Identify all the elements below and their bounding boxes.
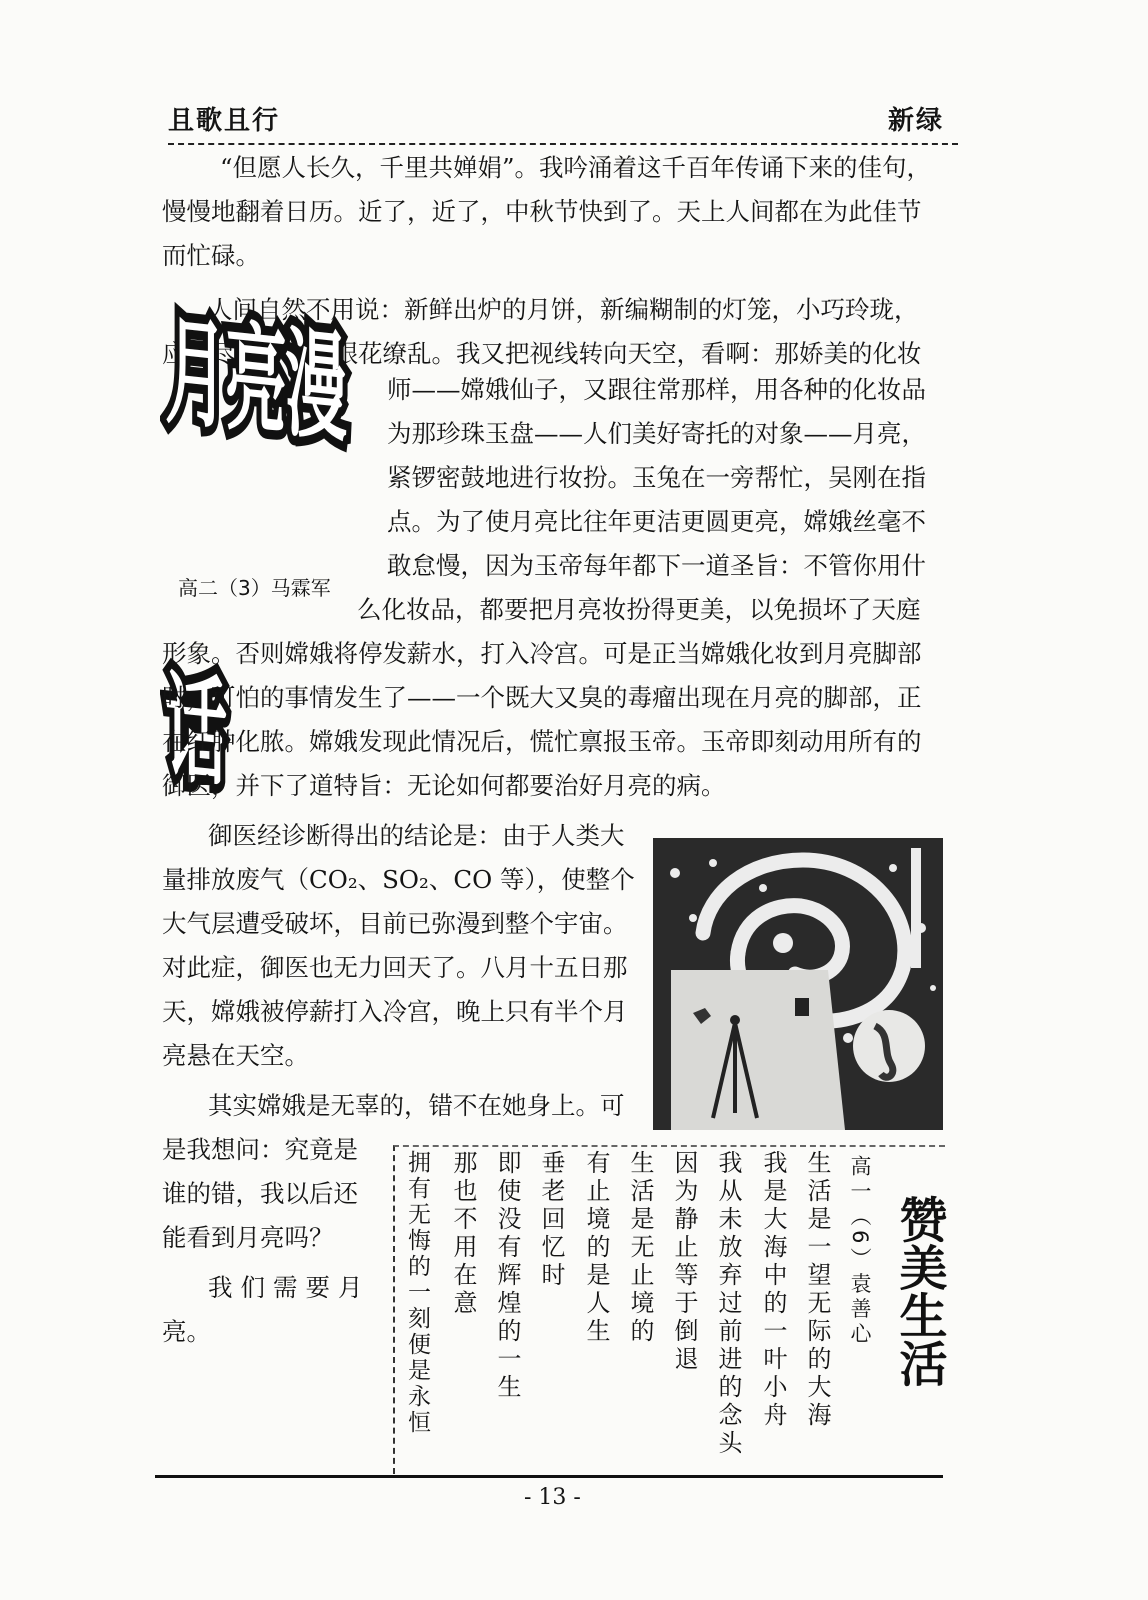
article-body-middle: [162, 632, 922, 808]
poem-line: 因为静止等于倒退: [670, 1150, 698, 1374]
text-line: 御医，并下了道特旨：无论如何都要治好月亮的病。: [162, 771, 726, 800]
text-line: 应有尽有，令人眼花缭乱。我又把视线转向天空，看啊：那娇美的化妆: [162, 339, 922, 368]
poem-line: 我从未放弃过前进的念头: [714, 1150, 742, 1458]
text-line: 谁的错，我以后还: [162, 1179, 358, 1208]
text-line: 亮。: [162, 1317, 211, 1346]
text-line: 么化妆品，都要把月亮妆扮得更美，以免损坏了天庭: [357, 595, 921, 624]
header-left-title: 且歌且行: [168, 106, 281, 136]
text-line: 紧锣密鼓地进行妆扮。玉兔在一旁帮忙，吴刚在指: [387, 463, 926, 492]
text-line: 师——嫦娥仙子，又跟往常那样，用各种的化妆品: [387, 375, 926, 404]
text-line: 点。为了使月亮比往年更洁更圆更亮，嫦娥丝毫不: [387, 507, 926, 536]
poem-line: 拥有无悔的一刻便是永恒: [404, 1150, 430, 1436]
article-body-wrapped: [387, 368, 926, 588]
text-line: 御医经诊断得出的结论是：由于人类大: [208, 821, 625, 850]
text-line: 人间自然不用说：新鲜出炉的月饼，新编糊制的灯笼，小巧玲珑，: [208, 295, 919, 324]
text-line: 而忙碌。: [162, 241, 260, 270]
text-line: 形象。否则嫦娥将停发薪水，打入冷宫。可是正当嫦娥化妆到月亮脚部: [162, 639, 922, 668]
text-line: 亮悬在天空。: [162, 1041, 309, 1070]
text-line: 在红肿化脓。嫦娥发现此情况后，慌忙禀报玉帝。玉帝即刻动用所有的: [162, 727, 922, 756]
text-line: 时，可怕的事情发生了——一个既大又臭的毒瘤出现在月亮的脚部，正: [162, 683, 922, 712]
text-line: 敢怠慢，因为玉帝每年都下一道圣旨：不管你用什: [387, 551, 926, 580]
article-byline: 高二（3）马霖军: [178, 576, 331, 600]
text-line: 大气层遭受破坏，目前已弥漫到整个宇宙。: [162, 909, 628, 938]
text-line: 其实嫦娥是无辜的，错不在她身上。可: [208, 1091, 625, 1120]
poem-line: 有止境的是人生: [582, 1150, 610, 1346]
text-line: 量排放废气（CO₂、SO₂、CO 等），使整个: [162, 865, 635, 894]
poem-title: 赞美生活: [891, 1195, 947, 1387]
article-title: 月亮漫话: [165, 301, 346, 804]
moon-night-illustration: [653, 838, 943, 1130]
text-line: 慢慢地翻着日历。近了，近了，中秋节快到了。天上人间都在为此佳节: [162, 197, 922, 226]
text-line: 对此症，御医也无力回天了。八月十五日那: [162, 953, 628, 982]
poem-line: 垂老回忆时: [537, 1150, 565, 1290]
poem-line: 我是大海中的一叶小舟: [759, 1150, 787, 1430]
header-divider: [168, 143, 958, 145]
text-line: 我们需要月: [208, 1273, 371, 1302]
poem-line: 那也不用在意: [449, 1150, 477, 1318]
text-line: 为那珍珠玉盘——人们美好寄托的对象——月亮，: [387, 419, 926, 448]
poem-line: 生活是无止境的: [626, 1150, 654, 1346]
poem-author: 高一（6）袁善心: [848, 1155, 872, 1348]
header-right-title: 新绿: [888, 106, 945, 136]
text-line: 天，嫦娥被停薪打入冷宫，晚上只有半个月: [162, 997, 628, 1026]
footer-rule: [155, 1475, 943, 1478]
poem-line: 生活是一望无际的大海: [803, 1150, 831, 1430]
poem-line: 即使没有辉煌的一生: [493, 1150, 521, 1402]
text-line: 能看到月亮吗？: [162, 1223, 334, 1252]
text-line: “但愿人长久，千里共婵娟”。我吟涌着这千百年传诵下来的佳句，: [220, 153, 932, 182]
page-number: - 13 -: [524, 1485, 581, 1510]
text-line: 是我想问：究竟是: [162, 1135, 358, 1164]
article-body-line: [357, 588, 921, 632]
